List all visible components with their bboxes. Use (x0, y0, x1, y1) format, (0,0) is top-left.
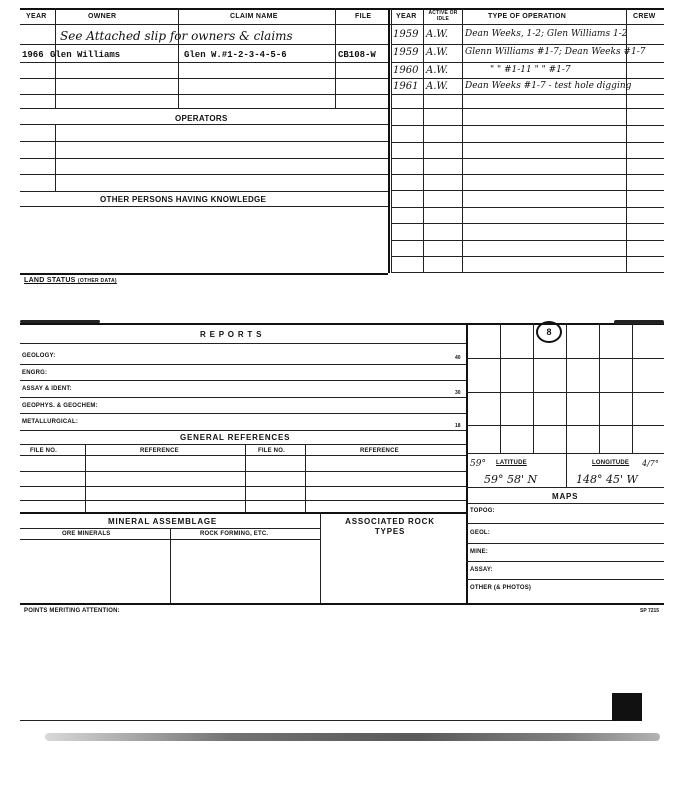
owner-row-file: CB108-W (338, 50, 376, 60)
scan-artifact-right (614, 320, 664, 324)
operators-row-4 (20, 191, 388, 192)
op-1-status: A.W. (426, 29, 449, 40)
report-line-2 (20, 380, 466, 381)
header-active-or-idle: ACTIVE OR IDLE (428, 10, 458, 22)
grid-row-3 (466, 425, 664, 426)
owner-row-claim: Glen W.#1-2-3-4-5-6 (184, 50, 287, 60)
op-2-year: 1959 (393, 47, 419, 58)
latitude-value: 59° 58' N (484, 473, 538, 486)
header-file: FILE (355, 13, 372, 20)
top-border (20, 8, 664, 10)
col-line-owner (178, 8, 179, 108)
report-line-1 (20, 364, 466, 365)
op-3-year: 1960 (393, 65, 419, 76)
assoc-left-line (320, 512, 321, 603)
op-3-status: A.W. (426, 65, 449, 76)
op-4-year: 1961 (393, 81, 419, 92)
map-line-3 (466, 561, 664, 562)
report-num-18: 18 (455, 423, 461, 429)
op-2-type: Glenn Williams #1-7; Dean Weeks #1-7 (465, 47, 646, 57)
ref-bottom (20, 512, 466, 514)
map-other: OTHER (& PHOTOS) (470, 585, 532, 591)
op-line-7 (391, 142, 664, 143)
report-line-5 (20, 430, 466, 431)
grid-row-1 (466, 358, 664, 359)
ref-row-1 (20, 471, 466, 472)
top-section-bottom (20, 273, 388, 275)
col-line-type (462, 8, 463, 273)
grid-col-5 (632, 323, 633, 453)
general-references-title: GENERAL REFERENCES (180, 433, 291, 442)
ref-header-line (20, 455, 466, 456)
owner-row-line-5 (20, 108, 388, 109)
ref-row-3 (20, 500, 466, 501)
ref-reference: REFERENCE (140, 448, 179, 454)
ref-file-no-2: FILE NO. (258, 448, 285, 454)
report-line-4 (20, 413, 466, 414)
operators-row-3 (20, 174, 388, 175)
mineral-col-line (170, 528, 171, 603)
op-4-type: Dean Weeks #1-7 - test hole digging (465, 81, 632, 91)
op-line-12 (391, 223, 664, 224)
ref-reference-2: REFERENCE (360, 448, 399, 454)
header-claim-name: CLAIM NAME (230, 13, 278, 20)
general-references-line (20, 444, 466, 445)
maps-title: MAPS (552, 492, 579, 501)
operators-row-2 (20, 158, 388, 159)
grid-row-2 (466, 392, 664, 393)
op-line-6 (391, 125, 664, 126)
report-engrg: ENGRG: (22, 370, 48, 376)
op-line-4 (391, 94, 664, 95)
map-line-4 (466, 579, 664, 580)
op-1-year: 1959 (393, 29, 419, 40)
points-meriting-label: POINTS MERITING ATTENTION: (24, 608, 120, 614)
lon-suffix: 4/7° (642, 459, 659, 468)
grid-col-4 (599, 323, 600, 453)
report-assay: ASSAY & IDENT: (22, 386, 72, 392)
op-line-1 (391, 44, 664, 45)
report-geophys: GEOPHYS. & GEOCHEM: (22, 403, 98, 409)
header-owner: OWNER (88, 13, 117, 20)
op-1-type: Dean Weeks, 1-2; Glen Williams 1-2 (465, 29, 628, 39)
owner-row-line-3 (20, 78, 388, 79)
owner-row-line-1 (20, 44, 388, 45)
land-status-label: LAND STATUS (OTHER DATA) (24, 277, 117, 284)
ref-file-no: FILE NO. (30, 448, 57, 454)
col-line-mid-2 (391, 8, 392, 273)
associated-rock-types-title: ASSOCIATED ROCK TYPES (345, 517, 435, 536)
operators-title: OPERATORS (175, 114, 228, 123)
maps-title-line (466, 503, 664, 504)
bottom-rule (20, 720, 620, 721)
mineral-assemblage-title: MINERAL ASSEMBLAGE (108, 517, 218, 526)
scan-block (612, 693, 642, 721)
col-line-claim (335, 8, 336, 108)
col-line-active (423, 8, 424, 273)
report-num-30: 30 (455, 390, 461, 396)
map-line-1 (466, 523, 664, 524)
report-metallurgical: METALLURGICAL: (22, 419, 79, 425)
ref-row-2 (20, 486, 466, 487)
handwritten-owners-note: See Attached slip for owners & claims (60, 29, 293, 43)
scan-smear (45, 733, 660, 741)
owner-row-line-2 (20, 62, 388, 63)
report-num-40: 40 (455, 355, 461, 361)
longitude-value: 148° 45' W (576, 473, 638, 486)
op-line-14 (391, 256, 664, 257)
latlon-bottom (466, 487, 664, 488)
rock-forming-label: ROCK FORMING, ETC. (200, 531, 269, 537)
bottom-section-bottom (20, 603, 664, 605)
reports-title-line (20, 343, 466, 344)
ref-col-1 (85, 444, 86, 512)
op-line-5 (391, 108, 664, 109)
circled-mark: 8 (536, 321, 562, 343)
op-line-9 (391, 174, 664, 175)
operators-title-line (20, 124, 388, 125)
op-line-10 (391, 190, 664, 191)
report-geology: GEOLOGY: (22, 353, 56, 359)
map-geol: GEOL: (470, 530, 490, 536)
header-crew: CREW (633, 13, 656, 20)
map-line-2 (466, 543, 664, 544)
op-bottom-line (391, 272, 664, 273)
op-4-status: A.W. (426, 81, 449, 92)
operators-row-1 (20, 141, 388, 142)
op-3-type: " " #1-11 " " #1-7 (490, 65, 571, 75)
ref-col-3 (305, 444, 306, 512)
op-2-status: A.W. (426, 47, 449, 58)
op-line-2 (391, 62, 664, 63)
op-line-13 (391, 240, 664, 241)
grid-col-1 (500, 323, 501, 453)
grid-row-4 (466, 453, 664, 454)
bottom-top-border (20, 323, 664, 325)
ref-col-2 (245, 444, 246, 512)
header-underline (20, 24, 664, 25)
longitude-label: LONGITUDE (592, 460, 630, 466)
op-line-3 (391, 78, 664, 79)
op-line-11 (391, 207, 664, 208)
other-persons-line (20, 206, 388, 207)
header-year: YEAR (26, 13, 47, 20)
op-line-8 (391, 158, 664, 159)
header-type-of-operation: TYPE OF OPERATION (488, 13, 567, 20)
owner-row-line-4 (20, 94, 388, 95)
latitude-label: LATITUDE (496, 460, 527, 466)
owner-row-year: 1966 (22, 50, 44, 60)
owner-row-owner: Glen Williams (50, 50, 121, 60)
other-persons-title: OTHER PERSONS HAVING KNOWLEDGE (100, 195, 267, 204)
latlon-divider (566, 453, 567, 487)
grid-col-2 (533, 323, 534, 453)
grid-col-3 (566, 323, 567, 453)
report-line-3 (20, 397, 466, 398)
lat-prefix: 59° (470, 459, 486, 469)
col-line-mid (388, 8, 390, 273)
form-number: SP 7215 (640, 608, 660, 614)
map-mine: MINE: (470, 549, 488, 555)
reports-title: R E P O R T S (200, 330, 263, 339)
map-topog: TOPOG: (470, 508, 495, 514)
ore-minerals-label: ORE MINERALS (62, 531, 111, 537)
map-assay: ASSAY: (470, 567, 493, 573)
header-year-2: YEAR (396, 13, 417, 20)
